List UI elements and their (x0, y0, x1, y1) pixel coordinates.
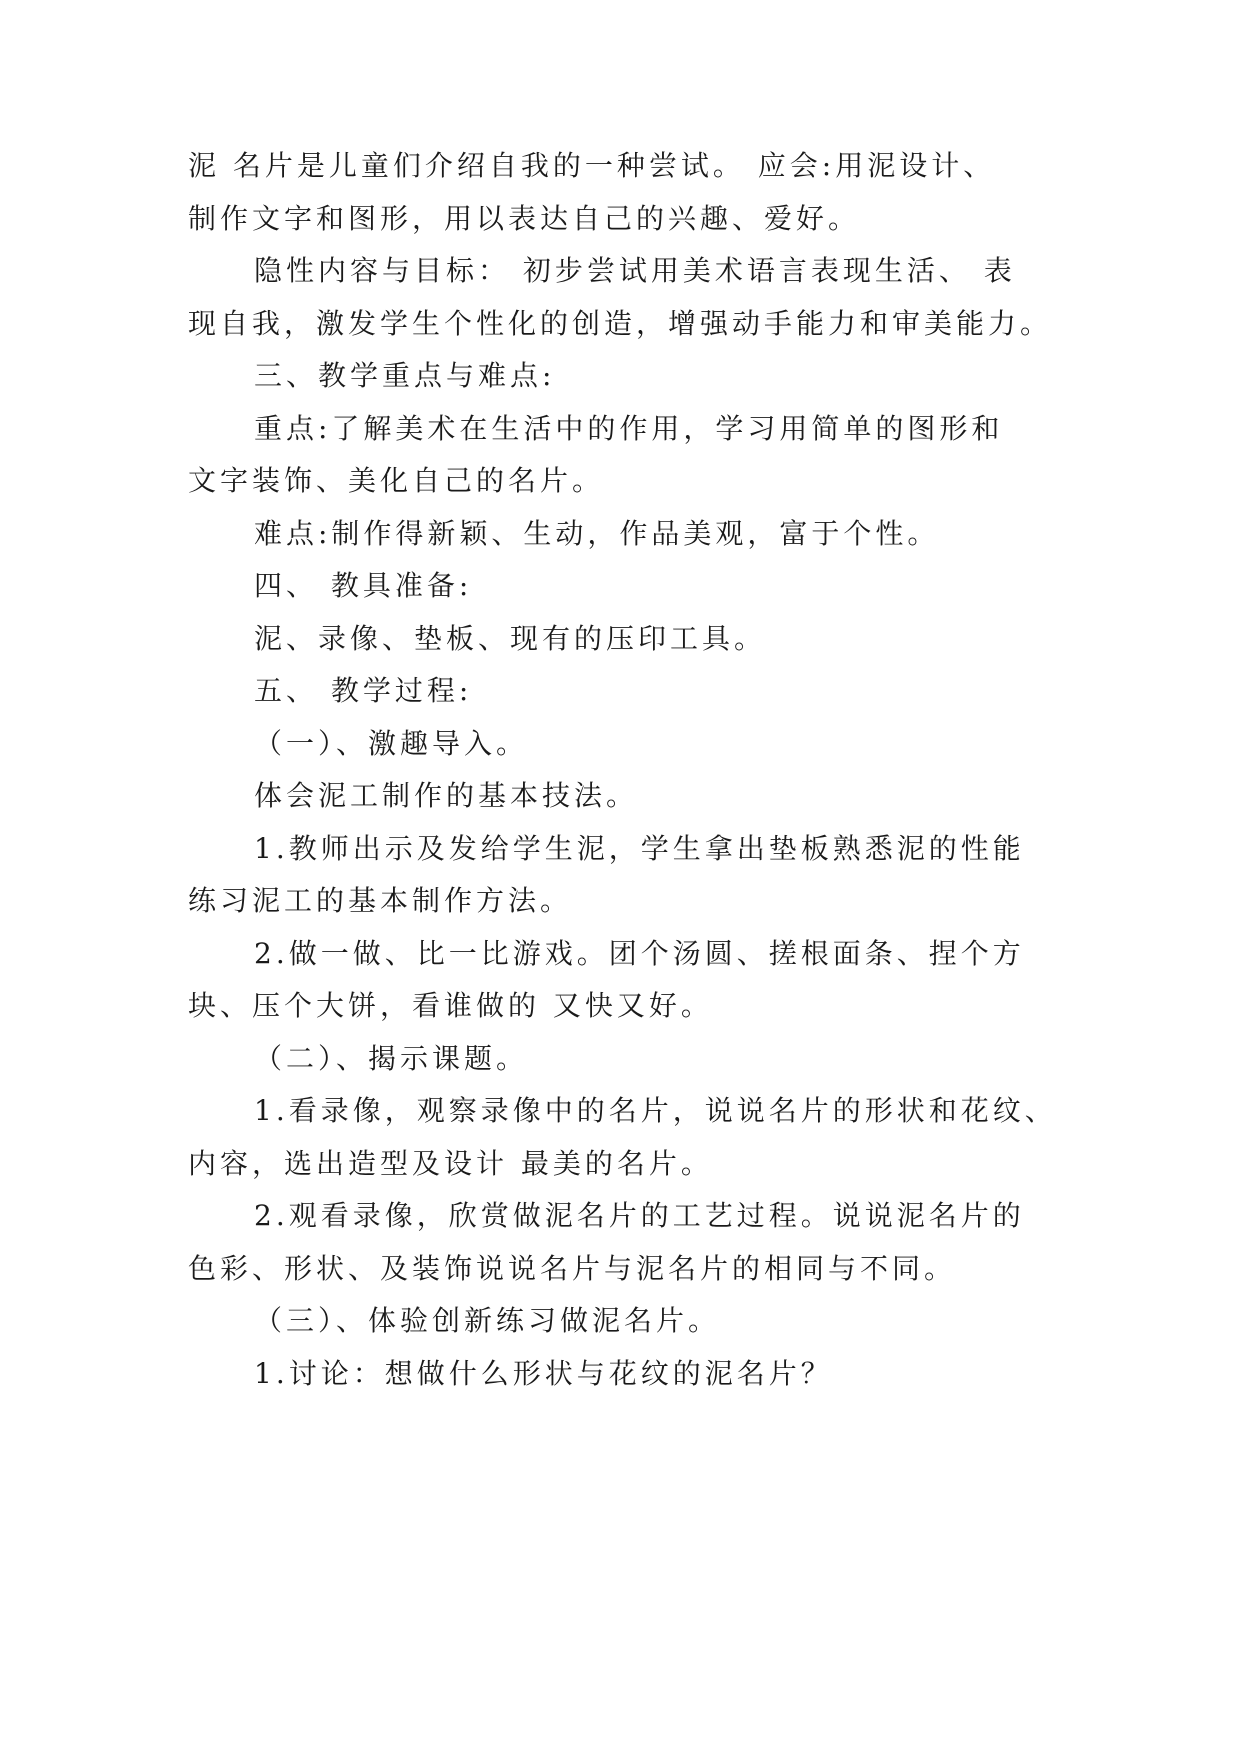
text-line: 文字装饰、美化自己的名片。 (188, 464, 605, 497)
text-line: 重点:了解美术在生活中的作用，学习用简单的图形和 (254, 412, 1004, 445)
text-line: 隐性内容与目标： 初步尝试用美术语言表现生活、 表 (254, 254, 1016, 287)
text-line: 泥、录像、垫板、现有的压印工具。 (254, 622, 767, 655)
section-heading: 五、 教学过程: (254, 674, 473, 707)
text-line: 1.看录像，观察录像中的名片，说说名片的形状和花纹、 (254, 1094, 1057, 1127)
section-heading: 三、教学重点与难点: (254, 359, 556, 392)
text-line: 1.讨论：想做什么形状与花纹的泥名片？ (254, 1357, 833, 1390)
text-line: 体会泥工制作的基本技法。 (254, 779, 639, 812)
text-line: 练习泥工的基本制作方法。 (188, 884, 573, 917)
subsection-heading: （二）、揭示课题。 (254, 1042, 529, 1075)
text-line: 色彩、形状、及装饰说说名片与泥名片的相同与不同。 (188, 1252, 957, 1285)
text-line: 1.教师出示及发给学生泥，学生拿出垫板熟悉泥的性能 (254, 832, 1025, 865)
text-line: 制作文字和图形，用以表达自己的兴趣、爱好。 (188, 202, 861, 235)
text-line: 块、压个大饼，看谁做的 又快又好。 (188, 989, 713, 1022)
section-heading: 四、 教具准备: (254, 569, 473, 602)
text-line: 现自我，激发学生个性化的创造，增强动手能力和审美能力。 (188, 307, 1053, 340)
text-line: 内容，选出造型及设计 最美的名片。 (188, 1147, 713, 1180)
text-line: 2.做一做、比一比游戏。团个汤圆、搓根面条、捏个方 (254, 937, 1025, 970)
text-line: 难点:制作得新颖、生动，作品美观，富于个性。 (254, 517, 940, 550)
subsection-heading: （一）、激趣导入。 (254, 727, 529, 760)
text-line: 泥 名片是儿童们介绍自我的一种尝试。 应会:用泥设计、 (188, 149, 996, 182)
text-line: 2.观看录像，欣赏做泥名片的工艺过程。说说泥名片的 (254, 1199, 1025, 1232)
subsection-heading: （三）、体验创新练习做泥名片。 (254, 1304, 721, 1337)
